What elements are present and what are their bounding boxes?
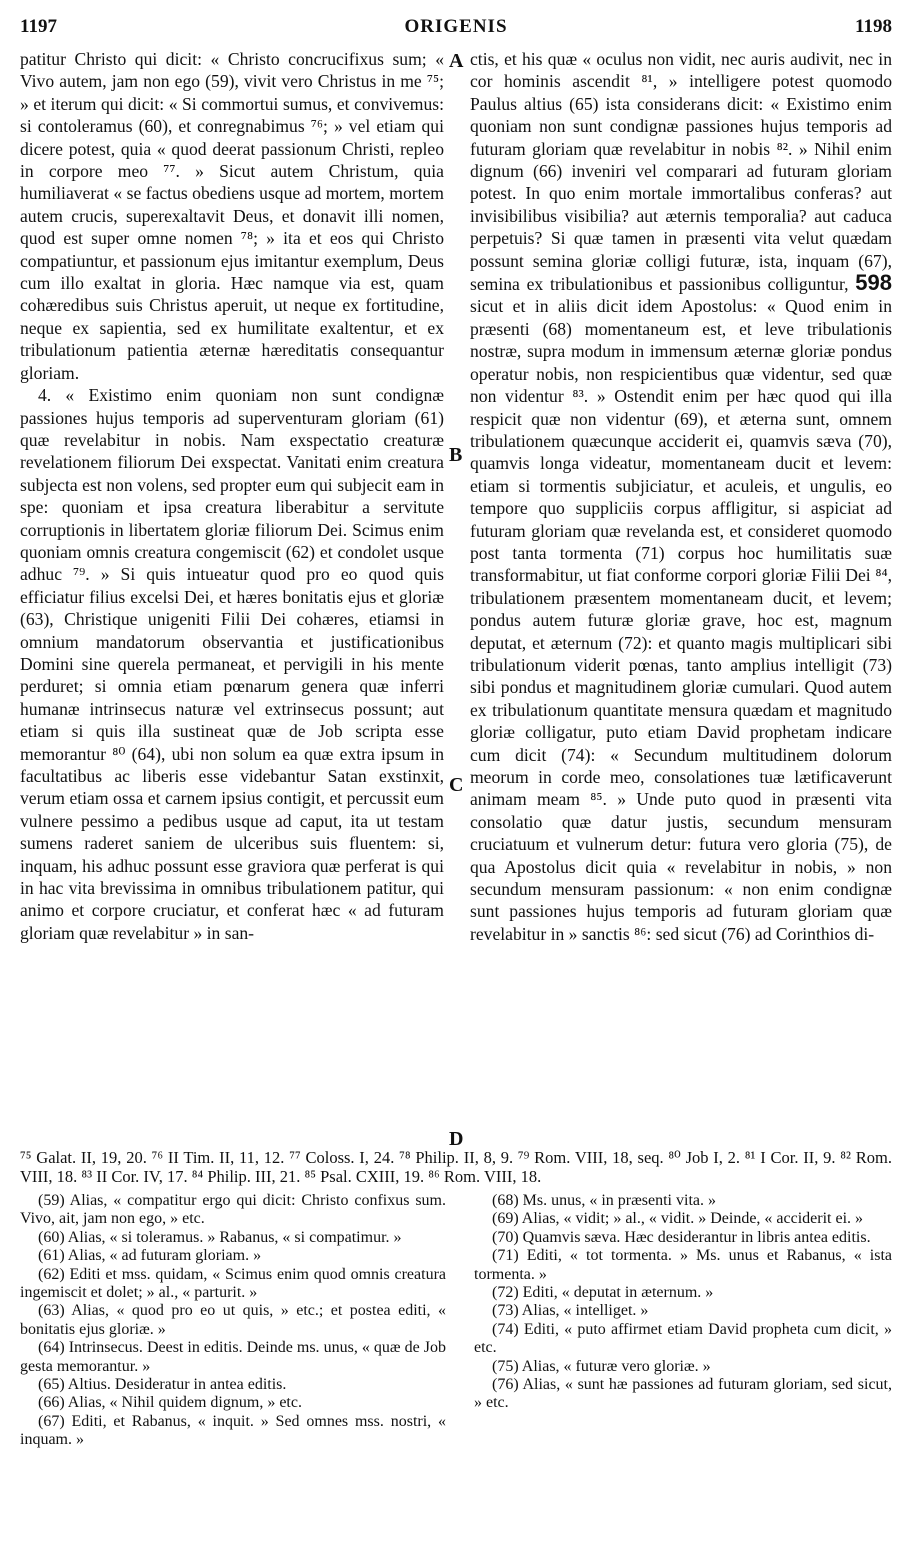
page-number-left: 1197 bbox=[20, 16, 57, 37]
footnote: (73) Alias, « intelliget. » bbox=[492, 1302, 649, 1320]
footnote: (69) Alias, « vidit; » al., « vidit. » Deinde, « acciderit ei. » bbox=[492, 1210, 864, 1228]
scripture-references: ⁷⁵ Galat. II, 19, 20. ⁷⁶ II Tim. II, 11, 12. ⁷⁷ Coloss. I, 24. ⁷⁸ Philip. II, 8, 9. ⁷⁹ Rom. VIII, 18, seq. ⁸⁰ Job I, 2. ⁸¹ I Cor. II, 9. ⁸² Rom. VIII, 18. ⁸³ II Cor. IV, 17. ⁸⁴ Philip. III, 21. ⁸⁵ Psal. CXIII, 19. ⁸⁶ Rom. VIII, 18. bbox=[20, 1148, 892, 1186]
paragraph: 4. « Existimo enim quoniam non sunt condignæ passiones hujus temporis ad superventuram gloriam (61) quæ revelabitur in nobis. Nam exspectatio creaturæ revelationem filiorum Dei exspectat. Vanitati enim creatura subjecta est non volens, sed propter eum qui subjecit eam in spe: quoniam et ipsa creatura liberabitur a servitute corruptionis in libertatem gloriæ filiorum Dei. Scimus enim quoniam omnis creatura congemiscit (62) et condolet usque adhuc ⁷⁹. » Si quis intueatur quod pro eo quod quis efficiatur filius excelsi Dei, et hæres bonitatis ejus et gloriæ (63), Christique unigeniti Filii Dei cohæres, etiamsi in omnium mandatorum observantia et justificationibus Domini sine querela permaneat, et pervigili in his mente perduret; si omnia etiam pœnarum genera quæ inferri humanæ intrinsecus naturæ vel extrinsecus possunt; aut etiam si quis illa sustineat quæ de Job scripta esse memorantur ⁸⁰ (64), ubi non solum ea quæ extra ipsum in facultatibus ac liberis esse videbantur Satan exstinxit, verum etiam ossa et carnem ipsius contigit, et percussit eum vulnere pessimo a pedibus usque ad caput, ita ut testam sumens raderet saniem de ulceribus suis fluentem: si, inquam, his adhuc possunt esse graviora quæ perferat is qui in hac vita brevissima in omnibus tribulationem patitur, qui animo et corpore cruciatur, et conferat hæc « ad futuram gloriam quæ revelabitur » in san- bbox=[20, 385, 444, 943]
right-column bbox=[470, 48, 892, 945]
footnote: (66) Alias, « Nihil quidem dignum, » etc. bbox=[38, 1394, 302, 1412]
footnote: (72) Editi, « deputat in æternum. » bbox=[492, 1284, 714, 1302]
paragraph-text: ctis, et his quæ « oculus non vidit, nec auris audivit, nec in cor hominis ascendit ⁸¹, » intelligere potest quomodo Paulus altius (65) ista considerans dicit: « Existimo enim quoniam non sunt condignæ passiones hujus temporis ad futuram gloriam quæ revelabitur in nobis ⁸². » Nihil enim dignum (66) inveniri vel comparari ad futuram gloriam potest. In quo enim mortale immortalibus conferas? aut invisibilibus visibilia? aut æternis temporalia? aut caduca perpetuis? Si quæ tamen in præsenti vita velut quædam possunt semina gloriæ colligi futuræ, ista, inquam (67), semina ex tribulationibus et passionibus colliguntur, bbox=[470, 49, 892, 295]
paragraph-text: sicut et in aliis dicit idem Apostolus: « Quod enim in præsenti (68) momentaneum est, et leve tribulationis nostræ, supra modum in immensum æternæ gloriæ pondus operatur nobis, non respicientibus quæ videntur, sed quæ non videntur ⁸³. » Ostendit enim per hæc quod qui illa respicit quæ non videntur (69), et æterna sunt, omnem tribulationem quæcunque acciderit ei, quamvis sæva (70), quamvis longa videatur, momentaneam ducit et levem: etiam si tormentis subjiciatur, et aculeis, et ungulis, eo tempore quo suppliciis corpus affligitur, si aspiciat ad futuram gloriam quæ revelanda est, et consideret quomodo post tanta tormenta (71) corpus hoc humilitatis suæ transformabitur, ut fiat conforme corpori gloriæ Filii Dei ⁸⁴, tribulationem præsentem momentaneam ducit, et levem; pondus autem futuræ gloriæ grave, hoc est, magnum deputat, et æternum (72): et quanto magis multiplicari sibi tribulationum viderit pœnas, tanto amplius intelligit (73) sibi pondus et magnitudinem gloriæ cumulari. Quod autem ex tribulationum quantitate mensura quædam et magnitudo gloriæ colligatur, puto etiam David prophetam indicare cum dicit (74): « Secundum multitudinem dolorum meorum in corde meo, consolationes tuæ lætificaverunt animam meam ⁸⁵. » Unde puto quod in præsenti vita consolatio quæ datur justis, secundum mensuram cruciatuum et vulnerum detur: futura vero gloria (75), de qua Apostolus dicit quia « revelabitur in nobis, » non secundum mensuram passionum: « non enim condignæ sunt passiones hujus temporis ad futuram gloriam quæ revelabitur in » sanctis ⁸⁶: sed sicut (76) ad Corinthios di- bbox=[470, 296, 892, 944]
footnote: (75) Alias, « futuræ vero gloriæ. » bbox=[492, 1357, 711, 1375]
running-title: ORIGENIS bbox=[404, 16, 508, 37]
footnotes-left bbox=[20, 1192, 446, 1450]
margin-letter-a: A bbox=[449, 50, 464, 72]
column-number: 598 bbox=[855, 270, 892, 296]
footnote: (59) Alias, « compatitur ergo qui dicit: Christo confixus sum. Vivo, ait, jam non ego, » etc. bbox=[20, 1192, 446, 1228]
left-column bbox=[20, 48, 444, 944]
footnote: (60) Alias, « si toleramus. » Rabanus, « si compatimur. » bbox=[38, 1228, 402, 1246]
page-number-right: 1198 bbox=[855, 16, 892, 37]
footnote: (71) Editi, « tot tormenta. » Ms. unus et Rabanus, « ista tormenta. » bbox=[474, 1247, 892, 1283]
footnote: (65) Altius. Desideratur in antea editis. bbox=[38, 1376, 287, 1394]
footnote: (62) Editi et mss. quidam, « Scimus enim quod omnis creatura ingemiscit et dolet; » al., « parturit. » bbox=[20, 1265, 446, 1302]
margin-letter-d: D bbox=[449, 1128, 464, 1150]
footnotes-right bbox=[474, 1192, 892, 1413]
footnote: (74) Editi, « puto affirmet etiam David propheta cum dicit, » etc. bbox=[474, 1320, 892, 1357]
footnote: (68) Ms. unus, « in præsenti vita. » bbox=[492, 1192, 716, 1209]
footnote: (70) Quamvis sæva. Hæc desiderantur in libris antea editis. bbox=[492, 1228, 871, 1246]
paragraph: patitur Christo qui dicit: « Christo concrucifixus sum; « Vivo autem, jam non ego (59), vivit vero Christus in me ⁷⁵; » et iterum qui dicit: « Si commortui sumus, et convivemus: si contoleramus (60), et conregnabimus ⁷⁶; » vel etiam qui dicere potest, quia « quod deerat passionum Christi, repleo in corpore meo ⁷⁷. » Sicut autem Christum, quia humiliaverat « se factus obediens usque ad mortem, mortem autem crucis, superexaltavit Deus, et donavit illi nomen, quod est super omne nomen ⁷⁸; » ita et eos qui Christo compatiuntur, et passionum ejus imitantur exemplum, Deus cum illo exaltat in gloria. Hæc namque via est, quam cohæredibus suis Christus aperuit, ut neque ex fortitudine, neque ex sapientia, sed ex humilitate exaltentur, et ex tribulationum patientia æternæ hæreditatis consequantur gloriam. bbox=[20, 49, 444, 383]
footnote: (67) Editi, et Rabanus, « inquit. » Sed omnes mss. nostri, « inquam. » bbox=[20, 1412, 446, 1449]
footnote: (63) Alias, « quod pro eo ut quis, » etc.; et postea editi, « bonitatis ejus gloriæ. » bbox=[20, 1302, 446, 1338]
paragraph bbox=[470, 48, 892, 945]
margin-letter-b: B bbox=[449, 444, 463, 466]
footnote: (61) Alias, « ad futuram gloriam. » bbox=[38, 1247, 262, 1265]
margin-letter-c: C bbox=[449, 774, 464, 796]
footnote: (64) Intrinsecus. Deest in editis. Deinde ms. unus, « quæ de Job gesta memorantur. » bbox=[20, 1339, 446, 1375]
page-header bbox=[20, 16, 892, 40]
footnote: (76) Alias, « sunt hæ passiones ad futuram gloriam, sed sicut, » etc. bbox=[474, 1376, 892, 1412]
